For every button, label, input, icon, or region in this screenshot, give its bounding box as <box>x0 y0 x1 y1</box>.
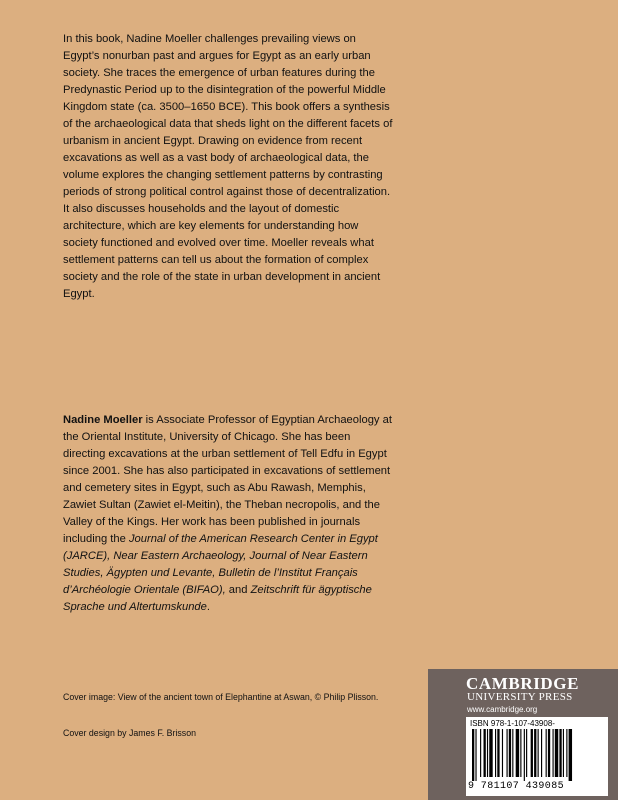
publisher-panel <box>428 669 618 800</box>
publisher-name: CAMBRIDGE <box>466 674 580 693</box>
author-biography <box>63 412 393 616</box>
publisher-url: www.cambridge.org <box>467 705 538 714</box>
barcode-bars <box>470 729 604 781</box>
author-name: Nadine Moeller <box>63 414 143 426</box>
isbn-barcode <box>466 717 608 796</box>
cover-image-credit: Cover image: View of the ancient town of Elephantine at Aswan, © Philip Plisson. <box>63 692 379 702</box>
bio-journals-2: Zeitschrift für ägyptische Sprache und Altertumskunde <box>63 584 372 613</box>
bio-text-3: . <box>206 601 210 613</box>
publisher-subtitle: UNIVERSITY PRESS <box>467 691 573 703</box>
isbn-label: ISBN 978-1-107-43908- <box>470 719 555 728</box>
book-description: In this book, Nadine Moeller challenges prevailing views on Egypt’s nonurban past and argues for Egypt as an early urban society. She traces the emergence of urban features during the Predynastic Period up to the disintegration of the powerful Middle Kingdom state (ca. 3500–1650 BCE). This book offers a synthesis of the archaeological data that sheds light on the different facets of urbanism in ancient Egypt. Drawing on evidence from recent excavations as well as a vast body of archaeological data, the volume explores the changing settlement patterns by contrasting periods of strong political control against those of decentralization. It also discusses households and the layout of domestic architecture, which are key elements for understanding how society functioned and evolved over time. Moeller reveals what settlement patterns can tell us about the formation of complex society and the role of the state in urban development in ancient Egypt. <box>63 33 393 300</box>
bio-text-2: and <box>225 584 251 596</box>
barcode-digits: 9 781107 439085 <box>468 781 565 792</box>
cover-design-credit: Cover design by James F. Brisson <box>63 728 196 738</box>
bio-text-1: is Associate Professor of Egyptian Archaeology at the Oriental Institute, University of Chicago. She has been directing excavations at the urban settlement of Tell Edfu in Egypt since 2001. She has also participated in excavations of settlement and cemetery sites in Egypt, such as Abu Rawash, Memphis, Zawiet Sultan (Zawiet el-Meitin), the Theban necropolis, and the Valley of the Kings. Her work has been published in journals including the <box>63 414 392 545</box>
bio-journals-1: Journal of the American Research Center in Egypt (JARCE), Near Eastern Archaeology, Journal of Near Eastern Studies, Ägypten und Levante, Bulletin de l’Institut Français d’Archéologie Orientale (BIFAO), <box>63 533 378 596</box>
